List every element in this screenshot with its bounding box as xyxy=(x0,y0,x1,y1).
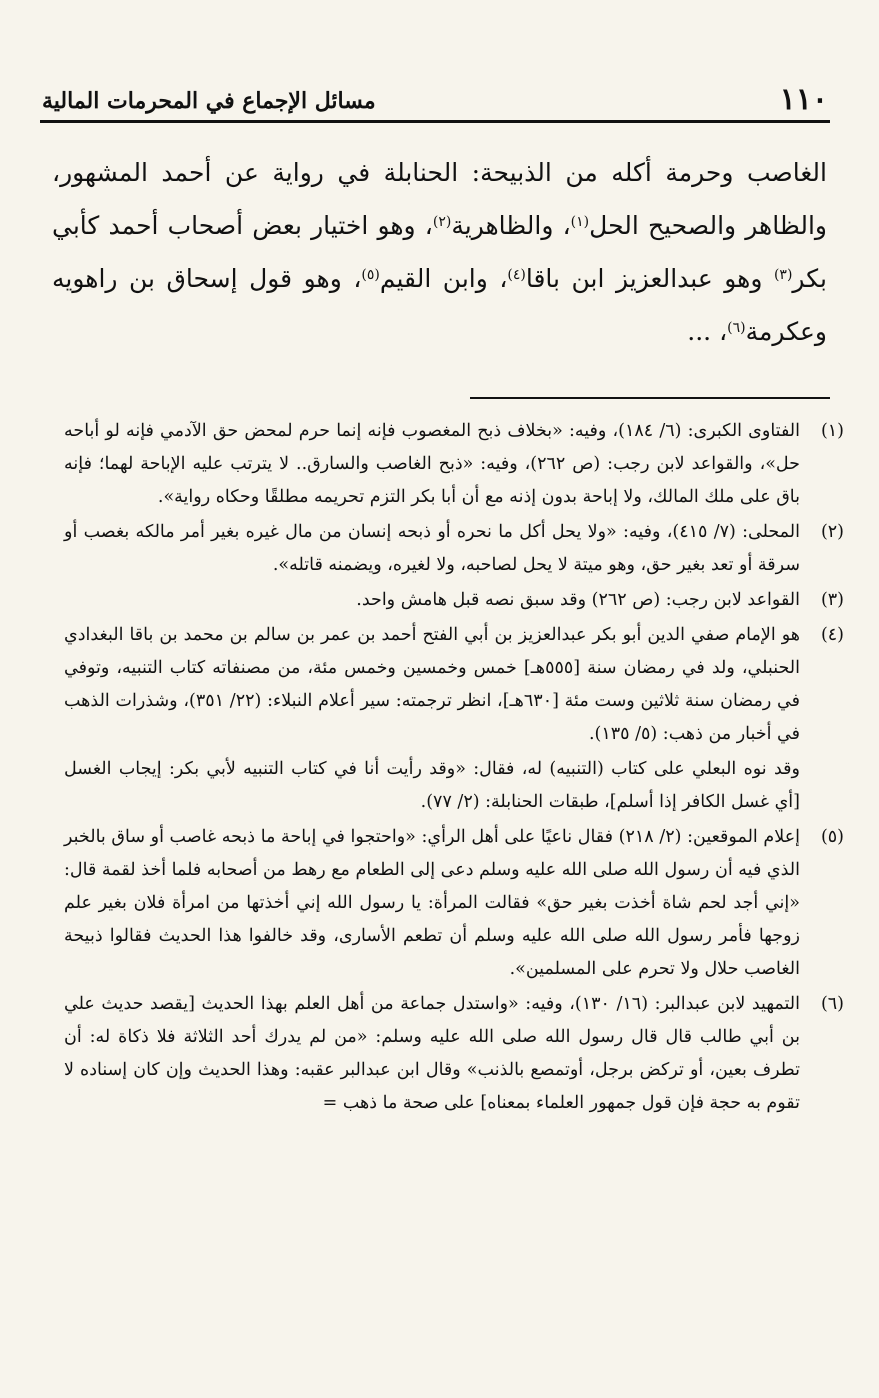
footnote-number: (١) xyxy=(820,421,844,441)
main-text-segment: وهو عبدالعزيز ابن باقا xyxy=(525,264,774,293)
footnote-separator xyxy=(470,397,830,399)
page-number: ١١٠ xyxy=(779,82,828,117)
main-text-segment: ، وهو اختيار بعض أصحاب أحمد كأبي بكر xyxy=(52,211,827,293)
main-text-segment: ، وابن القيم xyxy=(379,264,508,293)
footnote-text: الفتاوى الكبرى: (٦/ ١٨٤)، وفيه: «بخلاف ذبح المغصوب فإنه إنما حرم لمحض حق الآدمي فإنه لو أباحه حل»، والقواعد لابن رجب: (ص ٢٦٢)، وفيه: «ذبح الغاصب والسارق.. لا يترتب عليه الإباحة لهما؛ فإنه باق على ملك المالك، ولا إباحة بدون إذنه مع أن أبا بكر التزم تحريمه مطلقًا وحكاه رواية». xyxy=(64,421,800,507)
main-text xyxy=(52,146,827,358)
main-text-segment: ، والظاهرية xyxy=(451,211,571,240)
main-paragraph xyxy=(52,146,827,358)
page-header xyxy=(40,80,830,123)
main-text-segment: ، وهو قول إسحاق بن راهويه وعكرمة xyxy=(52,264,827,346)
footnote-marker: (٦) xyxy=(727,320,746,336)
footnote xyxy=(64,415,844,514)
footnote-marker: (٥) xyxy=(361,267,380,283)
footnote xyxy=(64,584,844,617)
footnote-text: المحلى: (٧/ ٤١٥)، وفيه: «ولا يحل أكل ما نحره أو ذبحه إنسان من مال غيره بغير أمر مالكه بغصب أو سرقة أو تعد بغير حق، وهو ميتة لا يحل لصاحبه، ولا لغيره، ويضمنه قاتله». xyxy=(64,522,800,575)
footnote-marker: (٢) xyxy=(432,214,452,230)
footnote-marker: (٣) xyxy=(773,267,793,283)
footnote xyxy=(64,988,844,1120)
footnote-marker: (١) xyxy=(570,214,590,230)
footnote-continuation: وقد نوه البعلي على كتاب (التنبيه) له، فقال: «وقد رأيت أنا في كتاب التنبيه لأبي بكر: إيجاب الغسل [أي غسل الكافر إذا أسلم]، طبقات الحنابلة: (٢/ ٧٧). xyxy=(64,759,800,812)
footnote-number: (٣) xyxy=(820,590,844,610)
footnote-number: (٤) xyxy=(820,625,844,645)
footnote-number: (٢) xyxy=(820,522,844,542)
main-text-segment: الغاصب وحرمة أكله من الذبيحة: الحنابلة في رواية عن أحمد المشهور، والظاهر والصحيح الحل xyxy=(52,158,827,240)
footnote xyxy=(64,619,844,819)
footnote-marker: (٤) xyxy=(507,267,526,283)
footnote-text: هو الإمام صفي الدين أبو بكر عبدالعزيز بن أبي الفتح أحمد بن عمر بن سالم بن محمد بن باقا البغدادي الحنبلي، ولد في رمضان سنة [٥٥٥هـ] خمس وخمسين وخمس مئة، من مصنفاته كتاب التنبيه، وتوفي في رمضان سنة ثلاثين وست مئة [٦٣٠هـ]، انظر ترجمته: سير أعلام النبلاء: (٢٢/ ٣٥١)، وشذرات الذهب في أخبار من ذهب: (٥/ ١٣٥). xyxy=(64,625,800,744)
footnote-number: (٥) xyxy=(820,827,844,847)
footnote-number: (٦) xyxy=(820,994,844,1014)
footnote-text: القواعد لابن رجب: (ص ٢٦٢) وقد سبق نصه قبل هامش واحد. xyxy=(356,590,800,610)
main-text-segment: ، ... xyxy=(687,317,728,346)
footnote xyxy=(64,821,844,986)
footnotes xyxy=(64,415,844,1122)
footnote-text: إعلام الموقعين: (٢/ ٢١٨) فقال ناعيًا على أهل الرأي: «واحتجوا في إباحة ما ذبحه غاصب أو ساق بالخبر الذي فيه أن رسول الله صلى الله عليه وسلم دعى إلى الطعام مع رهط من أصحابه فلما أخذ لقمة قال: «إني أجد لحم شاة أخذت بغير حق» فقالت المرأة: يا رسول الله إني أخذتها من امرأة فلان بغير علم زوجها فأمر رسول الله صلى الله عليه وسلم أن تطعم الأسارى، وقد خالفوا هذا الحديث فقالوا ذبيحة الغاصب حلال ولا تحرم على المسلمين». xyxy=(64,827,800,979)
footnote-text: التمهيد لابن عبدالبر: (١٦/ ١٣٠)، وفيه: «واستدل جماعة من أهل العلم بهذا الحديث [يقصد حديث علي بن أبي طالب قال قال رسول الله صلى الله عليه وسلم: «من لم يدرك أحد الثلاثة فلا ذكاة له: أن تطرف بعين، أو تركض برجل، أوتمصع بالذنب» وقال ابن عبدالبر عقبه: وهذا الحديث وإن كان إسناده لا تقوم به حجة فإن قول جمهور العلماء بمعناه] على صحة ما ذهب = xyxy=(64,994,800,1113)
footnote xyxy=(64,516,844,582)
running-title: مسائل الإجماع في المحرمات المالية xyxy=(42,88,376,114)
